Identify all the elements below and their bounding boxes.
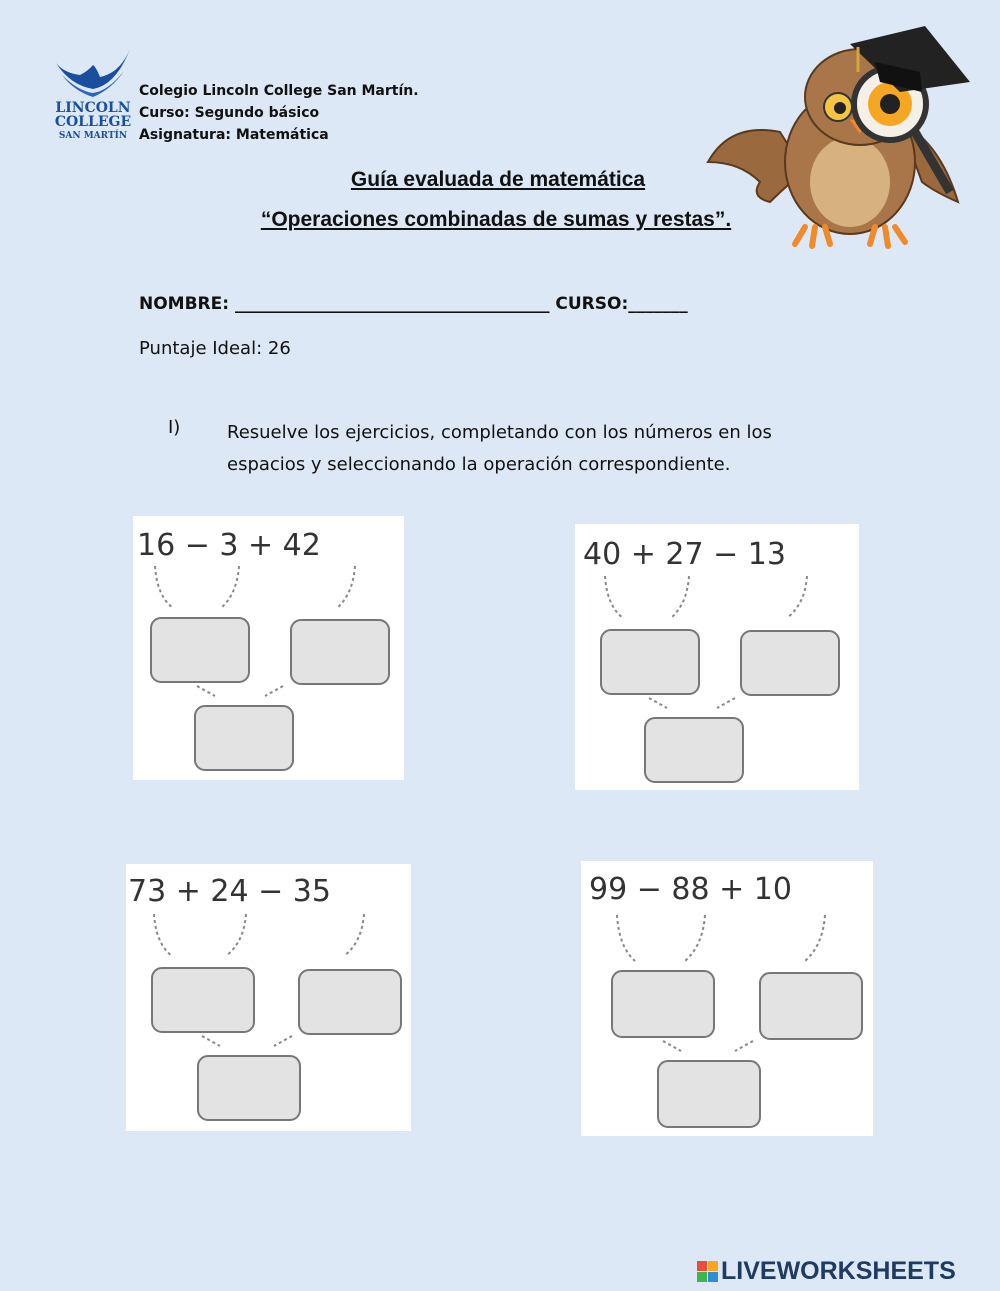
answer-box-left[interactable] — [601, 630, 699, 694]
exercise-2 — [575, 524, 859, 790]
owl-illustration — [700, 12, 970, 252]
exercise-4 — [581, 861, 873, 1136]
instruction-text: Resuelve los ejercicios, completando con los números en los espacios y seleccionando la operación correspondiente. — [227, 422, 772, 475]
worksheet-subtitle: “Operaciones combinadas de sumas y restas”. — [260, 208, 732, 231]
answer-box-right[interactable] — [299, 970, 401, 1034]
ideal-score: Puntaje Ideal: 26 — [139, 338, 291, 359]
liveworksheets-icon — [697, 1261, 718, 1282]
worksheet-title: Guía evaluada de matemática — [350, 168, 646, 191]
course-label: Curso: Segundo básico — [139, 105, 320, 121]
school-logo — [50, 45, 136, 145]
brand-text: LIVEWORKSHEETS — [721, 1256, 956, 1285]
answer-box-right[interactable] — [760, 973, 862, 1039]
answer-box-right[interactable] — [741, 631, 839, 695]
answer-box-left[interactable] — [151, 618, 249, 682]
answer-box-left[interactable] — [152, 968, 254, 1032]
liveworksheets-logo[interactable] — [697, 1256, 956, 1286]
svg-text:COLLEGE: COLLEGE — [54, 114, 132, 130]
school-name: Colegio Lincoln College San Martín. — [139, 83, 419, 99]
exercise-expression: 73 + 24 − 35 — [128, 874, 331, 909]
answer-box-right[interactable] — [291, 620, 389, 684]
exercise-expression: 99 − 88 + 10 — [589, 872, 792, 907]
svg-text:LINCOLN: LINCOLN — [55, 100, 131, 116]
instruction-number: I) — [168, 417, 181, 438]
exercise-3 — [126, 864, 411, 1131]
answer-box-result[interactable] — [198, 1056, 300, 1120]
exercise-expression: 40 + 27 − 13 — [583, 537, 786, 572]
answer-box-result[interactable] — [658, 1061, 760, 1127]
school-info — [139, 80, 419, 146]
name-course-field[interactable]: NOMBRE: _____________________________________ CURSO:_______ — [139, 294, 688, 314]
answer-box-result[interactable] — [195, 706, 293, 770]
answer-box-left[interactable] — [612, 971, 714, 1037]
svg-text:SAN MARTÍN: SAN MARTÍN — [58, 131, 128, 141]
answer-box-result[interactable] — [645, 718, 743, 782]
subject-label: Asignatura: Matemática — [139, 127, 329, 143]
exercise-expression: 16 − 3 + 42 — [137, 528, 321, 563]
exercise-1 — [133, 516, 404, 780]
